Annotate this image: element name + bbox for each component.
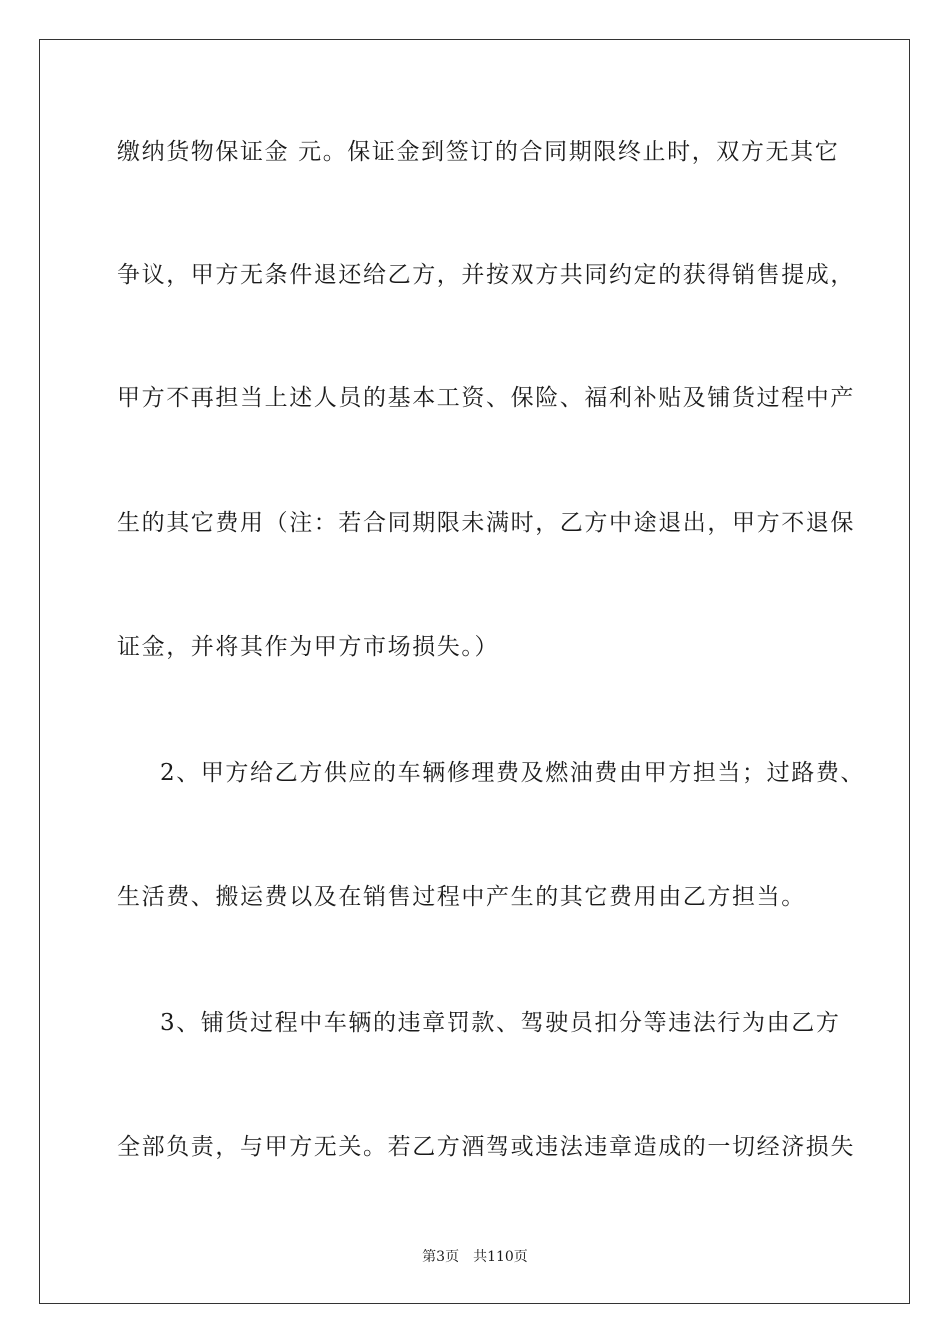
page-number-footer: 第3页 共110页 [422,1249,528,1265]
text-line-4: 生的其它费用（注：若合同期限未满时，乙方中途退出，甲方不退保 [117,510,855,536]
text-line-5: 证金，并将其作为甲方市场损失。） [117,634,500,660]
text-line-2: 争议，甲方无条件退还给乙方，并按双方共同约定的获得销售提成， [117,262,855,288]
page-border [39,39,910,1304]
text-line-1: 缴纳货物保证金 元。保证金到签订的合同期限终止时，双方无其它 [117,139,840,165]
paragraph-3-line-1: 3、铺货过程中车辆的违章罚款、驾驶员扣分等违法行为由乙方 [160,1010,841,1036]
paragraph-2-line-2: 生活费、搬运费以及在销售过程中产生的其它费用由乙方担当。 [117,884,806,910]
text-line-3: 甲方不再担当上述人员的基本工资、保险、福利补贴及铺货过程中产 [117,385,855,411]
paragraph-3-line-2: 全部负责，与甲方无关。若乙方酒驾或违法违章造成的一切经济损失 [117,1134,855,1160]
paragraph-2-line-1: 2、甲方给乙方供应的车辆修理费及燃油费由甲方担当；过路费、 [160,760,866,786]
